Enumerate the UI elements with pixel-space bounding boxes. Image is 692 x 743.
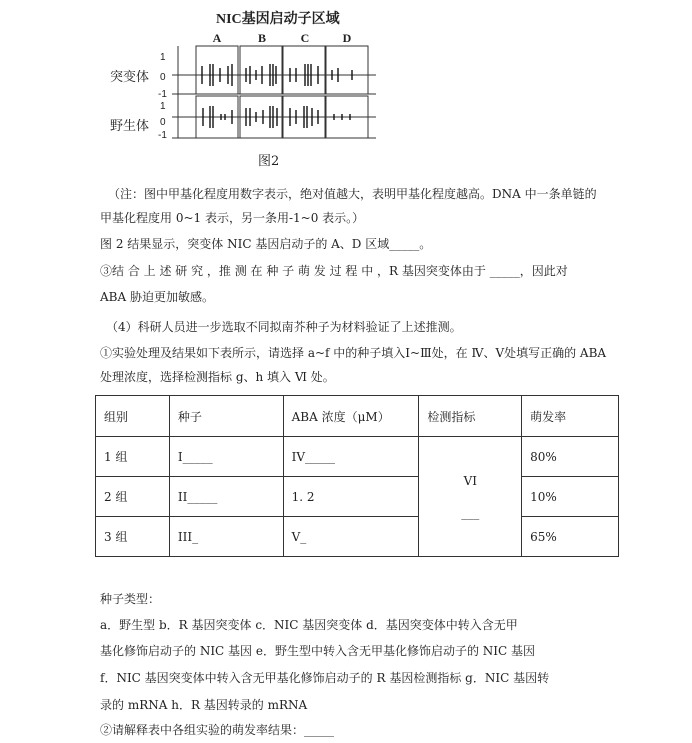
methylation-plot xyxy=(0,0,692,160)
cell-rate: 10% xyxy=(522,477,619,517)
figure-title: NIC基因启动子区域 xyxy=(216,12,340,27)
question-4-1-line-2: 处理浓度，选择检测指标 g、h 填入 Ⅵ 处。 xyxy=(100,370,335,384)
table-row xyxy=(96,517,619,557)
cell-seed: III_ xyxy=(169,517,283,557)
tick-wild-neg1: -1 xyxy=(158,130,167,141)
tick-wild-1: 1 xyxy=(160,101,166,112)
question-result: 图 2 结果显示，突变体 NIC 基因启动子的 A、D 区域_____。 xyxy=(100,237,432,251)
header-group: 组别 xyxy=(96,396,170,437)
seed-types-line-1: a．野生型 b．R 基因突变体 c．NIC 基因突变体 d．基因突变体中转入含无甲 xyxy=(100,618,518,632)
cell-rate: 65% xyxy=(522,517,619,557)
region-label-a: A xyxy=(212,31,222,45)
cell-group: 1 组 xyxy=(96,437,170,477)
tick-mutant-1: 1 xyxy=(160,52,166,63)
indicator-label: VI xyxy=(463,473,477,488)
seed-types-title: 种子类型： xyxy=(100,592,161,606)
indicator-blank: ___ xyxy=(461,505,480,520)
region-label-b: B xyxy=(257,31,266,45)
question-3-line-1: ③结 合 上 述 研 究 ，推 测 在 种 子 萌 发 过 程 中 ，R 基因突变体由于 _____，因此对 xyxy=(100,264,568,278)
seed-types-line-2: 基化修饰启动子的 NIC 基因 e．野生型中转入含无甲基化修饰启动子的 NIC 基因 xyxy=(100,644,536,658)
question-3-line-2: ABA 胁迫更加敏感。 xyxy=(100,290,214,304)
seed-types-line-4: 录的 mRNA h．R 基因转录的 mRNA xyxy=(100,698,308,712)
seed-types-line-3: f．NIC 基因突变体中转入含无甲基化修饰启动子的 R 基因检测指标 g．NIC 基因转 xyxy=(100,671,550,685)
header-seed: 种子 xyxy=(169,396,283,437)
experiment-table xyxy=(95,395,619,557)
cell-indicator xyxy=(419,437,522,557)
row-label-wildtype: 野生体 xyxy=(110,119,150,134)
cell-rate: 80% xyxy=(522,437,619,477)
cell-group: 3 组 xyxy=(96,517,170,557)
question-4: （4）科研人员进一步选取不同拟南芥种子为材料验证了上述推测。 xyxy=(106,320,462,334)
note-line-1: （注：图中甲基化程度用数字表示，绝对值越大，表明甲基化程度越高。DNA 中一条单链的 xyxy=(108,187,597,201)
tick-mutant-neg1: -1 xyxy=(158,89,167,100)
cell-group: 2 组 xyxy=(96,477,170,517)
note-line-2: 甲基化程度用 0~1 表示，另一条用-1~0 表示。） xyxy=(100,211,365,225)
table-header-row xyxy=(96,396,619,437)
header-aba: ABA 浓度（μM） xyxy=(283,396,419,437)
table-row xyxy=(96,437,619,477)
header-indicator: 检测指标 xyxy=(419,396,522,437)
tick-mutant-0: 0 xyxy=(160,72,166,83)
region-label-c: C xyxy=(300,31,310,45)
table-row xyxy=(96,477,619,517)
question-4-2: ②请解释表中各组实验的萌发率结果：_____ xyxy=(100,723,335,737)
header-rate: 萌发率 xyxy=(522,396,619,437)
question-4-1-line-1: ①实验处理及结果如下表所示，请选择 a~f 中的种子填入Ⅰ~Ⅲ处，在 Ⅳ、Ⅴ处填写正确的 ABA xyxy=(100,346,607,360)
cell-seed: I_____ xyxy=(169,437,283,477)
tick-wild-0: 0 xyxy=(160,117,166,128)
cell-aba: V_ xyxy=(283,517,419,557)
region-label-d: D xyxy=(342,31,352,45)
cell-seed: II_____ xyxy=(169,477,283,517)
cell-aba: 1. 2 xyxy=(283,477,419,517)
row-label-mutant: 突变体 xyxy=(110,70,150,85)
figure-caption: 图2 xyxy=(258,154,280,169)
cell-aba: IV_____ xyxy=(283,437,419,477)
